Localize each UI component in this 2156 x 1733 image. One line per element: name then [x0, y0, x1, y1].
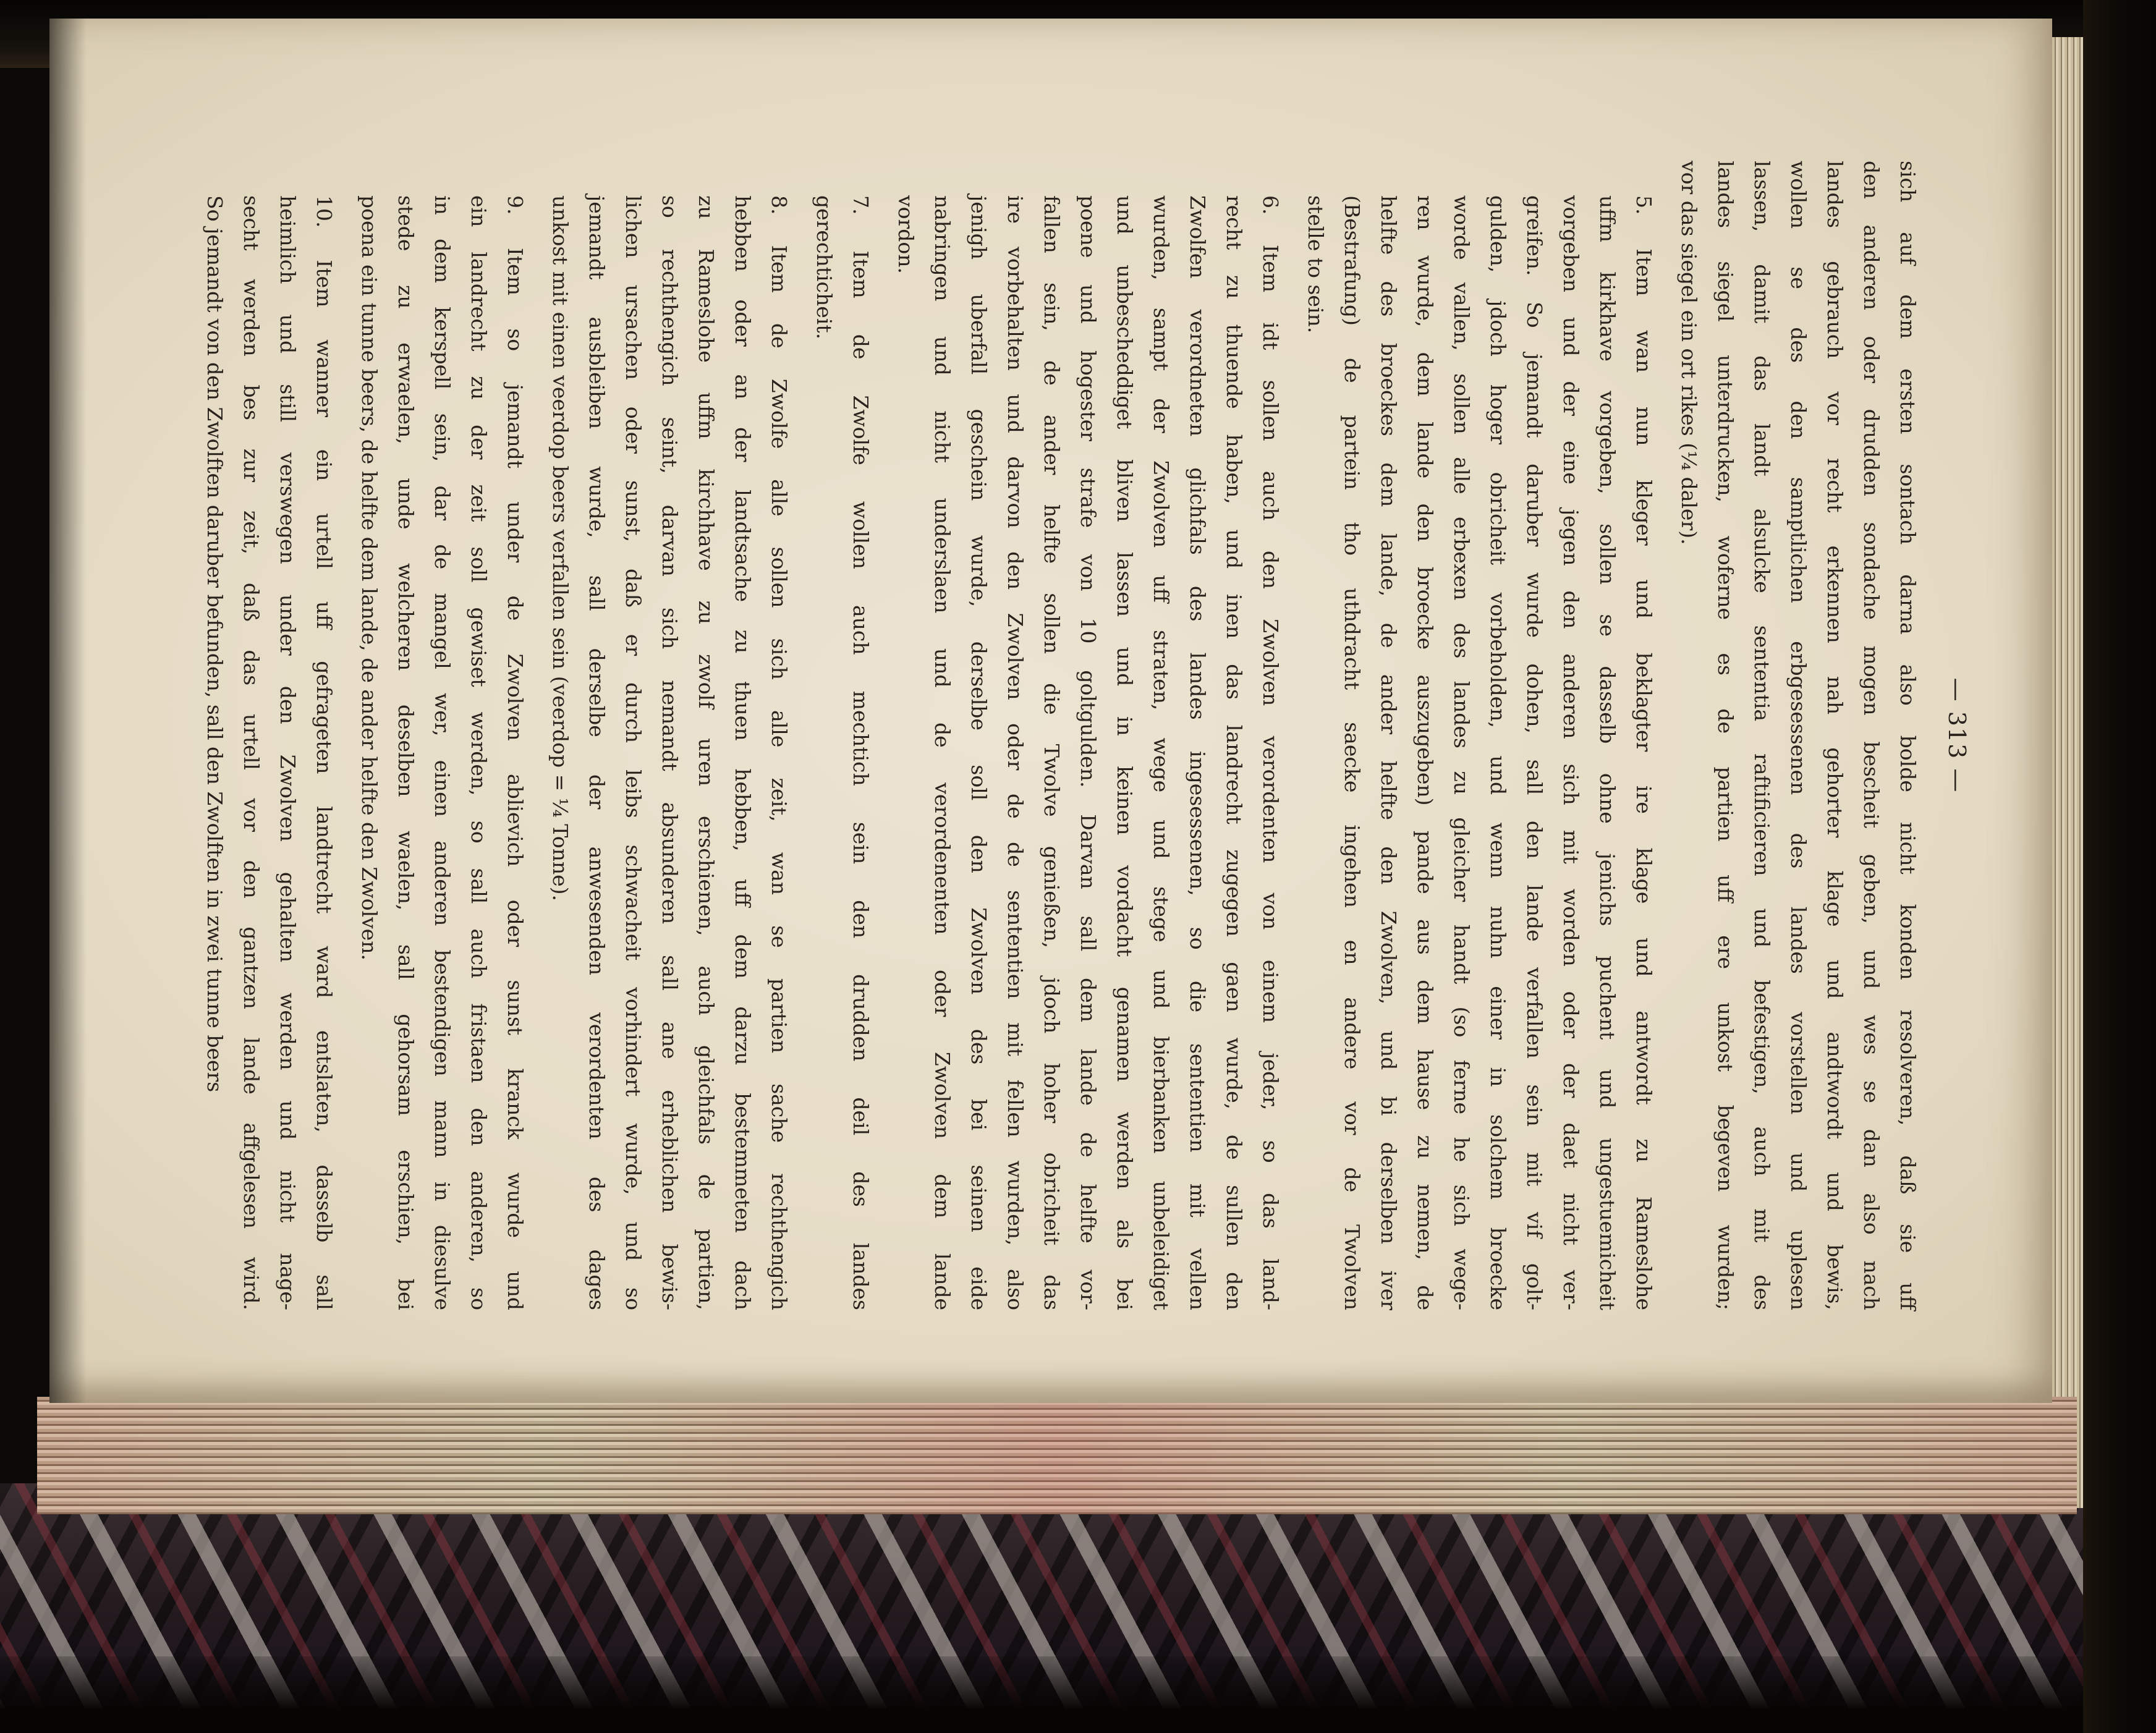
text-line: ire vorbehalten und darvon den Zwolven oder de de sententien mit fellen wurden, also: [1003, 195, 1027, 1310]
text-line: gerechticheit.: [812, 195, 836, 340]
text-line: Zwolfen verordneten glichfals des landes ingesessenen, so die sententien mit vellen: [1186, 195, 1210, 1310]
cover-bottom-edge: [0, 1656, 2156, 1733]
text-line: wurden, sampt der Zwolven uff straten, wege und stege und bierbanken unbeleidiget: [1149, 195, 1173, 1310]
text-line: gulden, jdoch hoger obricheit vorbeholden, und wenn nuhn einer in solchem broecke: [1486, 195, 1510, 1310]
text-line: wollen se des den samptlichen erbgesessenen des landes vorstellen und uplesen: [1786, 161, 1810, 1310]
text-line: helfte des broeckes dem lande, de ander helfte den Zwolven, und bi derselben iver: [1377, 195, 1401, 1310]
text-line: stelle to sein.: [1304, 195, 1328, 334]
text-line: sich auf dem ersten sontach darna also bolde nicht konden resolveren, daß sie uff: [1896, 161, 1920, 1310]
page-text-block: [182, 161, 1975, 1310]
text-line: 8. Item de Zwolfe alle sollen sich alle zeit, wan se partien sache rechthengich: [767, 195, 791, 1310]
paragraph-p3: [888, 161, 1289, 1310]
text-line: poena ein tunne beers, de helfte dem lande, de ander helfte den Zwolven.: [357, 195, 381, 960]
text-line: lassen, damit das landt alsulcke sententia raftificieren und befestigen, auch mit des: [1750, 161, 1774, 1310]
paragraph-p1: [1671, 161, 1926, 1310]
paragraph-p4: [806, 161, 879, 1310]
text-line: unkost mit einen veerdop beers verfallen sein (veerdop = ¼ Tonne).: [548, 195, 572, 901]
paragraph-p7: [197, 161, 342, 1310]
text-line: 9. Item so jemandt under de Zwolven ablievich oder sunst kranck wurde und: [503, 195, 527, 1310]
page-edge-tint: [37, 1397, 2077, 1514]
book-cover-right: [2083, 0, 2156, 1733]
text-line: jenigh uberfall geschein wurde, derselbe soll den Zwolven des bei seinen eide: [967, 195, 991, 1310]
text-line: fallen sein, de ander helfte sollen die Twolve genießen, jdoch hoher obricheit das: [1040, 195, 1064, 1310]
text-line: lichen ursachen oder sunst, daß er durch leibs schwacheit vorhindert wurde, und so: [621, 195, 645, 1310]
text-line: ein landrecht zu der zeit soll gewiset werden, so sall auch fristaen den anderen, so: [467, 195, 491, 1310]
text-line: nabringen und nicht underslaen und de verordenenten oder Zwolven dem lande: [930, 195, 954, 1310]
paragraph-p2: [1297, 161, 1662, 1310]
page-gutter-shadow: [49, 19, 87, 1403]
text-line: vor das siegel ein ort rikes (¼ daler).: [1677, 161, 1701, 545]
text-line: und unbescheddiget bliven lassen und in keinen vordacht genamen werden als bei: [1113, 195, 1137, 1310]
page-number: — 313 —: [1943, 677, 1971, 794]
text-line: vordon.: [894, 195, 918, 274]
text-line: 10. Item wanner ein urtell uff gefrageten landtrecht ward entslaten, dasselb sall: [312, 195, 336, 1310]
text-line: stede zu erwaelen, unde welcheren deselben waelen, sall gehorsam erschien, bei: [394, 195, 418, 1310]
text-line: ren wurde, dem lande den broecke auszugeben) pande aus dem hause zu nemen, de: [1413, 195, 1437, 1310]
text-line: greifen. So jemandt daruber wurde dohen, sall den lande verfallen sein mit vif golt-: [1522, 195, 1547, 1310]
text-line: poene und hogester strafe von 10 goltgulden. Darvan sall dem lande de helfte vor-: [1076, 195, 1100, 1310]
text-line: hebben oder an der landtsache zu thuen hebben, uff dem darzu bestemmeten dach: [731, 195, 755, 1310]
text-line: 7. Item de Zwolfe wollen auch mechtich sein den drudden deil des landes: [849, 195, 873, 1310]
text-line: recht zu thuende haben, und inen das landrecht zugegen gaen wurde, de sullen den: [1222, 195, 1246, 1310]
text-line: den anderen oder drudden sondache mogen bescheit geben, und wes se dan also nach: [1859, 161, 1883, 1310]
text-line: jemandt ausbleiben wurde, sall derselbe der anwesenden verordenten des dages: [585, 195, 609, 1310]
text-line: so rechthengich seint, darvan sich nemandt absunderen sall ane erheblichen bewis-: [658, 195, 682, 1310]
text-line: zu Rameslohe uffm kirchhave zu zwolf uren erschienen, auch gleichfals de partien,: [694, 195, 718, 1310]
text-line: 5. Item wan nun kleger und beklagter ire klage und antwordt zu Rameslohe: [1632, 195, 1656, 1310]
text-line: heimlich und still verswegen under den Zwolven gehalten werden und nicht nage-: [276, 195, 300, 1310]
text-line: worde vallen, sollen alle erbexen des landes zu gleicher handt (so ferne he sich wege-: [1449, 195, 1474, 1310]
text-line: landes gebrauch vor recht erkennen nah gehorter klage und andtwordt und bewis,: [1823, 161, 1847, 1310]
text-line: in dem kerspell sein, dar de mangel wer, einen anderen bestendigen mann in diesulve: [430, 195, 454, 1310]
text-line: landes siegel unterdrucken, woferne es de partien uff ere unkost begeven wurden;: [1713, 161, 1738, 1310]
text-line: 6. Item idt sollen auch den Zwolven verordenten von einem jeder, so das land-: [1258, 195, 1283, 1310]
text-line: uffm kirkhave vorgeben, sollen se dasselb ohne jenichs puchent und ungestuemicheit: [1595, 195, 1619, 1310]
text-line: (Bestrafung) de partein tho uthdracht saecke ingehen en andere vor de Twolven: [1340, 195, 1364, 1310]
paragraph-list: [197, 161, 1926, 1310]
text-line: So jemandt von den Zwolften daruber befunden, sall den Zwolften in zwei tunne beers: [203, 195, 227, 1093]
text-line: secht werden bes zur zeit, daß das urtell vor den gantzen lande affgelesen wird.: [239, 195, 263, 1310]
text-line: vorgeben und der eine jegen den anderen sich mit worden oder der daet nicht ver-: [1559, 195, 1583, 1310]
paragraph-p5: [542, 161, 797, 1310]
paragraph-p6: [351, 161, 533, 1310]
